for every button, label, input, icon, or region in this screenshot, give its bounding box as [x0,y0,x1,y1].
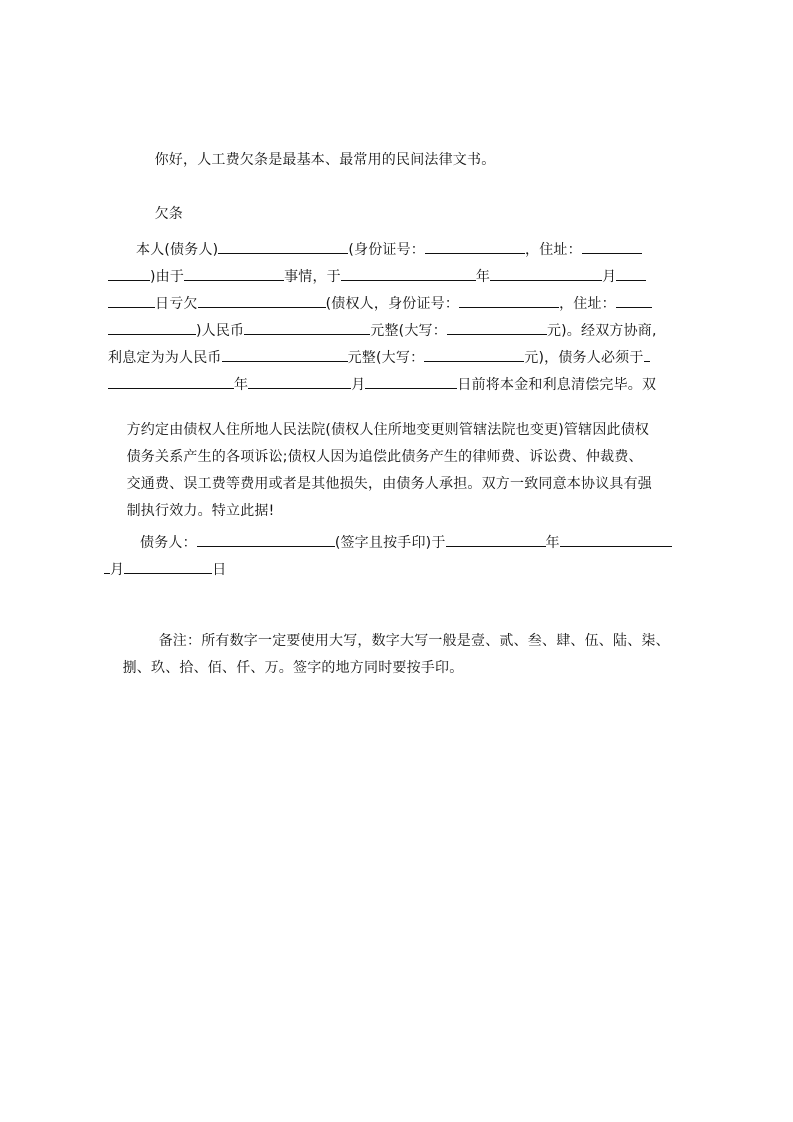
note-line-2 [104,638,463,698]
body-text: 月 [351,377,366,393]
body-line-5 [108,346,650,368]
body-text: (债权人，身份证号： [325,296,460,312]
body-text: 方约定由债权人住所地人民法院(债权人住所地变更则管辖法院也变更)管辖因此债权 [126,422,650,438]
body-text: 事情，于 [284,269,341,285]
body-text: 本人(债务人) [136,242,219,258]
intro-line [136,130,495,190]
signature-text: 月 [110,562,125,578]
blank-repay-month[interactable] [248,373,351,389]
title-text: 欠条 [154,206,184,222]
body-text: 债务关系产生的各项诉讼;债权人因为追偿此债务产生的律师费、诉讼费、仲裁费、 [126,449,643,465]
blank-principal-amount[interactable] [244,319,370,335]
signature-line-2 [104,558,226,580]
blank-sign-day[interactable] [124,558,212,574]
signature-line-1 [140,531,672,553]
blank-reason[interactable] [184,265,284,281]
blank-month[interactable] [490,265,602,281]
body-text: 元整(大写： [347,350,425,366]
blank-repay-year-cont[interactable] [108,373,234,389]
document-title [136,184,183,244]
blank-principal-words[interactable] [447,319,547,335]
body-text: ，住址： [559,296,616,312]
body-text: 日亏欠 [155,296,198,312]
body-text: 交通费、误工费等费用或者是其他损失，由债务人承担。双方一致同意本协议具有强 [126,476,653,492]
body-text: (身份证号： [348,242,425,258]
body-line-4 [108,319,657,341]
body-line-2 [108,265,646,287]
blank-day[interactable] [616,265,646,281]
body-line-1 [136,238,642,260]
blank-creditor-address[interactable] [616,292,652,308]
blank-day-cont[interactable] [108,292,155,308]
blank-interest-amount[interactable] [222,346,348,362]
body-text: )由于 [150,269,185,285]
note-text: 捌、玖、拾、佰、仟、万。签字的地方同时要按手印。 [122,660,464,676]
blank-creditor-address-cont[interactable] [108,319,196,335]
signature-text: 年 [545,535,560,551]
body-text: 年 [475,269,491,285]
blank-debtor-name[interactable] [218,238,348,254]
blank-sign-month[interactable] [560,531,672,547]
blank-debtor-signature[interactable] [197,531,335,547]
body-text: ，住址： [525,242,582,258]
blank-sign-year[interactable] [446,531,546,547]
body-text: 元)。经双方协商, [546,323,657,339]
signature-text: 日 [212,562,227,578]
body-text: 元整(大写： [370,323,447,339]
body-line-3 [108,292,652,314]
signature-text: 债务人： [140,535,197,551]
blank-repay-day[interactable] [365,373,457,389]
blank-debtor-address[interactable] [582,238,642,254]
body-text: 制执行效力。特立此据! [126,503,275,519]
blank-debtor-id[interactable] [425,238,525,254]
body-text: 月 [602,269,617,285]
intro-text: 你好，人工费欠条是最基本、最常用的民间法律文书。 [154,152,496,168]
body-text: 日前将本金和利息清偿完毕。双 [457,377,657,393]
body-text: 年 [234,377,249,393]
blank-year[interactable] [341,265,476,281]
signature-text: (签字且按手印)于 [334,535,446,551]
note-text: 备注：所有数字一定要使用大写，数字大写一般是壹、贰、叁、肆、伍、陆、柒、 [158,633,670,649]
blank-debtor-address-cont[interactable] [108,265,150,281]
blank-repay-year[interactable] [644,346,650,362]
blank-creditor-name[interactable] [198,292,326,308]
body-line-6 [108,373,656,395]
blank-interest-words[interactable] [424,346,524,362]
blank-creditor-id[interactable] [459,292,559,308]
body-text: 利息定为为人民币 [108,350,222,366]
body-text: 元)，债务人必须于 [524,350,644,366]
body-text: )人民币 [196,323,245,339]
